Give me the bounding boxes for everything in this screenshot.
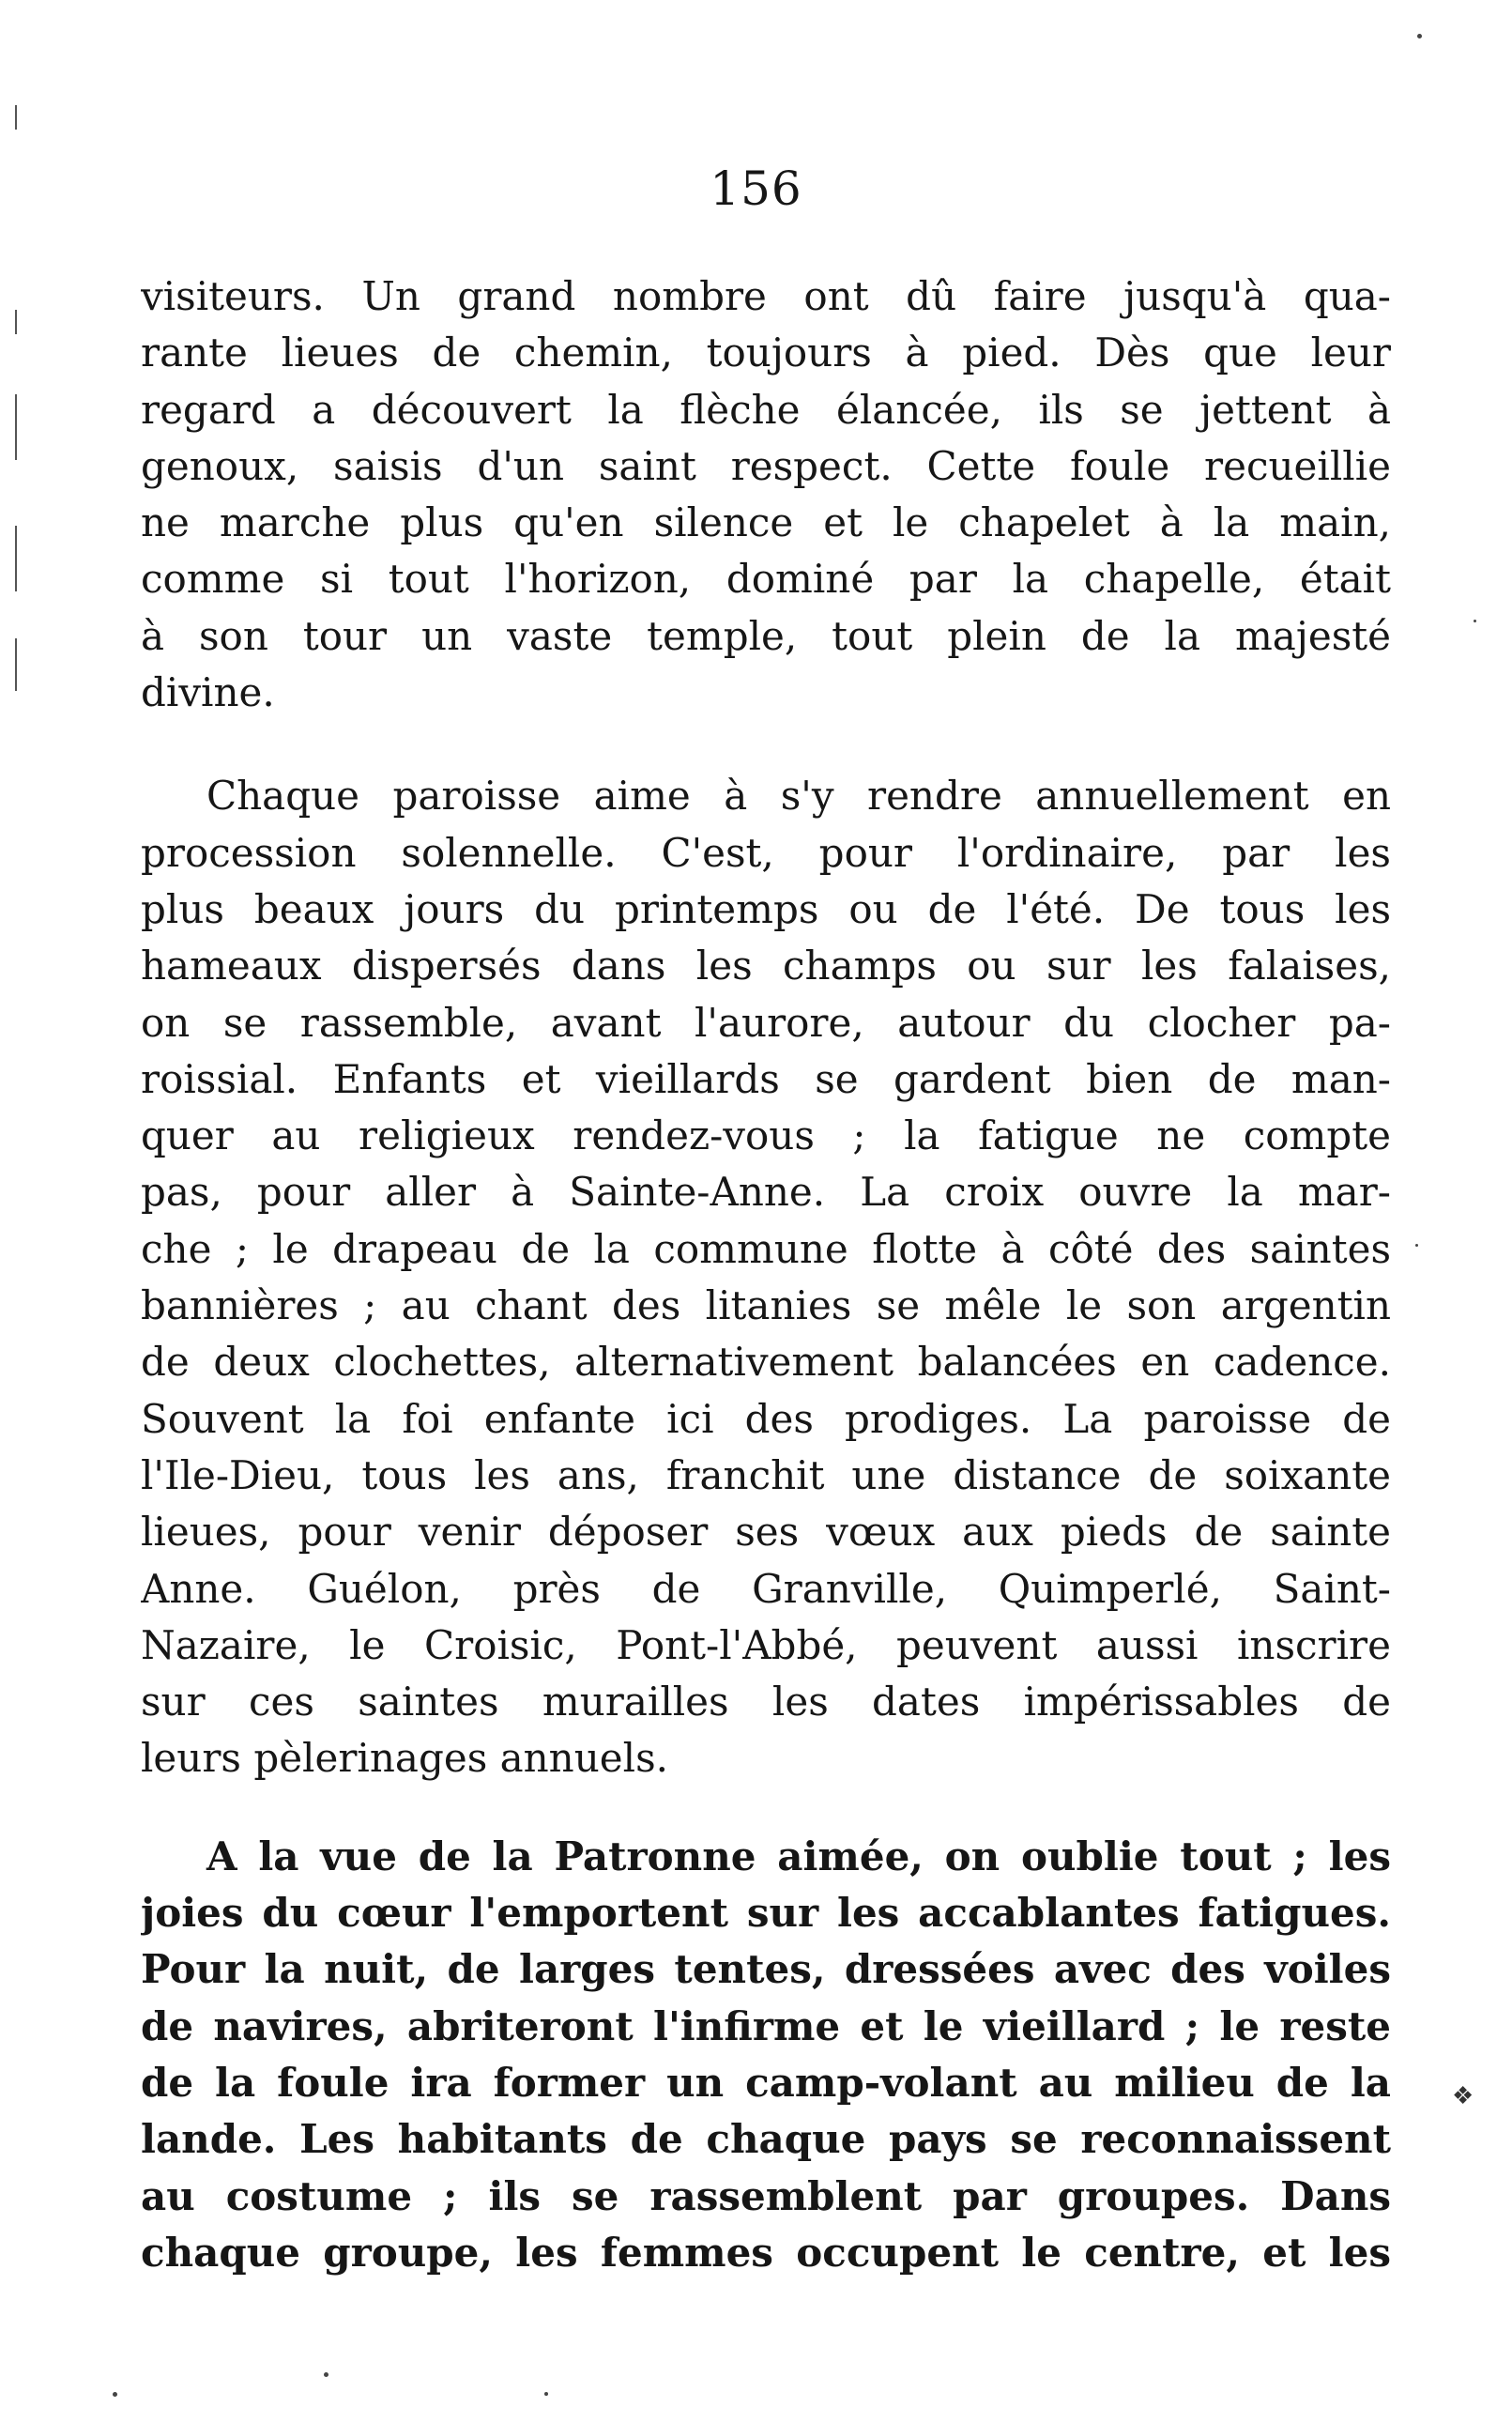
text-line: procession solennelle. C'est, pour l'ordinaire, par les [141, 829, 1391, 876]
text-line: Chaque paroisse aime à s'y rendre annuellement en [206, 773, 1391, 820]
text-line: on se rassemble, avant l'aurore, autour du clocher pa- [141, 999, 1391, 1046]
left-binding-mark [15, 310, 17, 334]
text-line: comme si tout l'horizon, dominé par la chapelle, était [141, 556, 1391, 603]
text-line: plus beaux jours du printemps ou de l'été. De tous les [141, 885, 1391, 932]
text-line: rante lieues de chemin, toujours à pied. Dès que leur [141, 330, 1391, 376]
text-line: Nazaire, le Croisic, Pont-l'Abbé, peuvent aussi inscrire [141, 1621, 1391, 1668]
text-line: pas, pour aller à Sainte-Anne. La croix ouvre la mar- [141, 1169, 1391, 1216]
text-line: Souvent la foi enfante ici des prodiges. La paroisse de [141, 1395, 1391, 1442]
text-line: genoux, saisis d'un saint respect. Cette foule recueillie [141, 442, 1391, 489]
text-line: lieues, pour venir déposer ses vœux aux pieds de sainte [141, 1509, 1391, 1556]
page-number: 156 [710, 161, 802, 216]
speck [544, 2392, 548, 2396]
text-line: de navires, abriteront l'infirme et le vieillard ; le reste [141, 2002, 1391, 2049]
text-line: hameaux dispersés dans les champs ou sur les falaises, [141, 943, 1391, 989]
left-binding-mark [15, 394, 17, 460]
text-line: de la foule ira former un camp-volant au milieu de la [141, 2059, 1391, 2106]
text-line: regard a découvert la flèche élancée, ils se jettent à [141, 386, 1391, 433]
text-line: chaque groupe, les femmes occupent le centre, et les [141, 2229, 1391, 2276]
speck [324, 2372, 328, 2377]
text-line: au costume ; ils se rassemblent par groupes. Dans [141, 2172, 1391, 2219]
text-line: quer au religieux rendez-vous ; la fatigue ne compte [141, 1112, 1391, 1159]
text-line: sur ces saintes murailles les dates impérissables de [141, 1679, 1391, 1725]
text-line: l'Ile-Dieu, tous les ans, franchit une distance de soixante [141, 1451, 1391, 1498]
body-text [141, 268, 1391, 2281]
text-line: lande. Les habitants de chaque pays se reconnaissent [141, 2116, 1391, 2163]
text-line: Anne. Guélon, près de Granville, Quimperlé, Saint- [141, 1565, 1391, 1612]
left-binding-mark [15, 105, 17, 130]
text-line: à son tour un vaste temple, tout plein de la majesté [141, 612, 1391, 659]
text-line: divine. [141, 669, 275, 716]
left-binding-mark [15, 638, 17, 691]
paragraph-2 [141, 768, 1391, 1787]
left-binding-mark [15, 526, 17, 591]
text-line: leurs pèlerinages annuels. [141, 1735, 668, 1782]
text-line: bannières ; au chant des litanies se mêle le son argentin [141, 1282, 1391, 1329]
speck [1415, 1244, 1418, 1247]
text-line: ne marche plus qu'en silence et le chapelet à la main, [141, 499, 1391, 546]
speck [1417, 34, 1422, 38]
text-line: visiteurs. Un grand nombre ont dû faire jusqu'à qua- [141, 273, 1391, 319]
margin-ornament-icon: ❖ [1452, 2082, 1474, 2110]
speck [113, 2392, 117, 2397]
text-line: che ; le drapeau de la commune flotte à côté des saintes [141, 1225, 1391, 1272]
text-line: A la vue de la Patronne aimée, on oublie tout ; les [206, 1833, 1391, 1879]
paragraph-3 [141, 1829, 1391, 2281]
speck [1474, 620, 1476, 622]
paragraph-1 [141, 268, 1391, 721]
text-line: joies du cœur l'emportent sur les accablantes fatigues. [141, 1890, 1391, 1937]
text-line: de deux clochettes, alternativement balancées en cadence. [141, 1339, 1391, 1386]
text-line: Pour la nuit, de larges tentes, dressées avec des voiles [141, 1946, 1391, 1993]
text-line: roissial. Enfants et vieillards se gardent bien de man- [141, 1055, 1391, 1102]
